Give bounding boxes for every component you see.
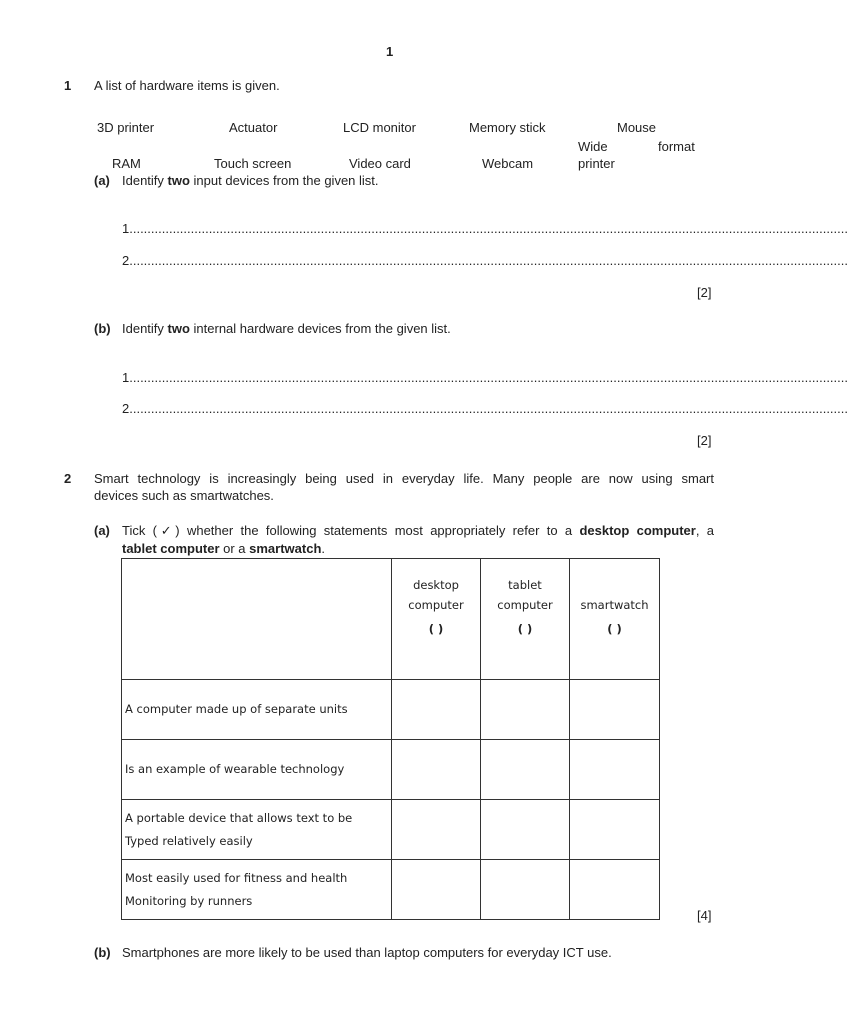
tick-box-smartwatch[interactable] (570, 800, 660, 860)
tick-box-desktop[interactable] (392, 860, 481, 920)
hardware-item: LCD monitor (343, 120, 416, 135)
hardware-item: Memory stick (469, 120, 546, 135)
part-b-label: (b) (94, 945, 111, 960)
table-row (122, 860, 660, 920)
q1b-marks: [2] (697, 433, 712, 448)
tick-box-desktop[interactable] (392, 680, 481, 740)
question-2-intro-line-2: devices such as smartwatches. (94, 488, 274, 503)
column-header-smartwatch: smartwatch ( ) (570, 559, 660, 680)
table-row (122, 680, 660, 740)
page-number: 1 (386, 44, 394, 59)
q2b-text: Smartphones are more likely to be used than laptop computers for everyday ICT use. (122, 945, 612, 960)
q2a-instruction-line-1: Tick (✓) whether the following statements most appropriately refer to a desktop computer, a (122, 523, 714, 538)
hardware-item: Mouse (617, 120, 657, 135)
q1a-instruction: Identify two input devices from the given list. (122, 173, 379, 188)
statement-cell: A portable device that allows text to be Typed relatively easily (122, 800, 392, 860)
tick-box-smartwatch[interactable] (570, 860, 660, 920)
q1b-answer-line-1[interactable]: 1....................................................................................................................................................................................................... (122, 370, 848, 385)
column-header-desktop: desktop computer ( ) (392, 559, 481, 680)
table-row (122, 740, 660, 800)
statement-cell: Most easily used for fitness and health Monitoring by runners (122, 860, 392, 920)
question-2-number: 2 (64, 471, 72, 486)
tick-box-desktop[interactable] (392, 740, 481, 800)
q1a-marks: [2] (697, 285, 712, 300)
part-a-label: (a) (94, 173, 110, 188)
table-row (122, 800, 660, 860)
hardware-item: Touch screen (214, 156, 292, 171)
tick-table (121, 558, 660, 920)
hardware-item: 3D printer (97, 120, 155, 135)
hardware-item-printer: printer (578, 156, 615, 171)
part-a-label: (a) (94, 523, 110, 538)
tick-box-smartwatch[interactable] (570, 740, 660, 800)
hardware-item-wide: Wide (578, 139, 608, 154)
tick-box-tablet[interactable] (481, 860, 570, 920)
statement-cell: Is an example of wearable technology (122, 740, 392, 800)
tick-box-tablet[interactable] (481, 680, 570, 740)
q1b-instruction: Identify two internal hardware devices from the given list. (122, 321, 451, 336)
q1a-answer-line-1[interactable]: 1....................................................................................................................................................................................................... (122, 221, 848, 236)
column-header-tablet: tablet computer ( ) (481, 559, 570, 680)
hardware-item-format: format (658, 139, 695, 154)
tick-table-corner-cell (122, 559, 392, 680)
tick-table-header-row (122, 559, 660, 680)
question-1-intro: A list of hardware items is given. (94, 78, 280, 93)
tick-box-desktop[interactable] (392, 800, 481, 860)
statement-cell: A computer made up of separate units (122, 680, 392, 740)
q1a-answer-line-2[interactable]: 2....................................................................................................................................................................................................... (122, 253, 848, 268)
q2a-marks: [4] (697, 908, 712, 923)
hardware-item: Video card (349, 156, 411, 171)
hardware-item: Actuator (229, 120, 278, 135)
q2a-instruction-line-2: tablet computer or a smartwatch. (122, 541, 326, 556)
tick-box-smartwatch[interactable] (570, 680, 660, 740)
hardware-item: Webcam (482, 156, 534, 171)
part-b-label: (b) (94, 321, 111, 336)
q1b-answer-line-2[interactable]: 2....................................................................................................................................................................................................... (122, 401, 848, 416)
question-2-intro-line-1: Smart technology is increasingly being used in everyday life. Many people are now using smart (94, 471, 714, 486)
tick-box-tablet[interactable] (481, 740, 570, 800)
tick-box-tablet[interactable] (481, 800, 570, 860)
hardware-item: RAM (112, 156, 141, 171)
question-1-number: 1 (64, 78, 72, 93)
